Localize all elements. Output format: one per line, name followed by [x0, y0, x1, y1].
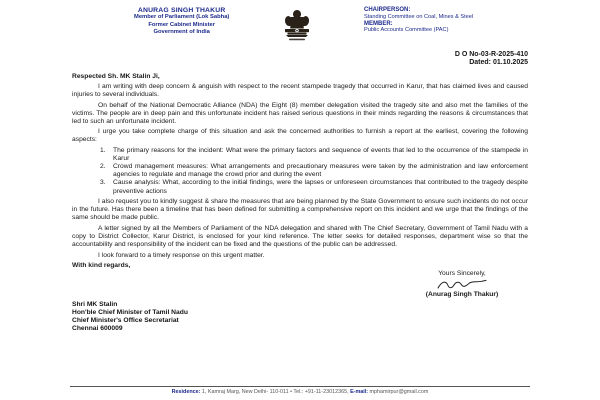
sender-title-3: Government of India	[153, 29, 210, 36]
sender-title-2: Former Cabinet Minister	[148, 21, 216, 28]
role-value-member: Public Accounts Committee (PAC)	[363, 27, 449, 34]
role-value-chairperson: Standing Committee on Coal, Mines & Steel	[363, 13, 474, 20]
footer-residence-label: Residence:	[171, 389, 201, 395]
addressee-title: Hon'ble Chief Minister of Tamil Nadu	[72, 308, 188, 316]
footer-telephone: • Tel.: +91-11-23012365,	[290, 389, 351, 395]
footer-residence: 1, Kamraj Marg, New Delhi- 110-011	[200, 389, 291, 395]
do-number: D O No-03-R-2025-410	[454, 51, 528, 58]
salutation: Respected Sh. MK Stalin Ji,	[72, 72, 160, 80]
list-item	[100, 179, 528, 195]
signatory-name: (Anurag Singh Thakur)	[425, 290, 499, 298]
list-item-text: Crowd management measures: What arrangements and precautionary measures were taken by the administration and law enforcement agencies to regulate and manage the crowd prior and during the event	[113, 163, 528, 179]
paragraph-closing: I look forward to a timely response on this urgent matter.	[98, 251, 265, 259]
letter-date: Dated: 01.10.2025	[469, 59, 528, 67]
list-item-text: The primary reasons for the incident: What were the primary factors and sequence of events that led to the occurrence of the stampede in Karur	[113, 147, 528, 163]
list-item-number: 1.	[100, 147, 106, 155]
signature-icon	[435, 278, 489, 291]
signoff-line: Yours Sincerely,	[438, 269, 486, 277]
addressee-name: Shri MK Stalin	[72, 300, 118, 308]
footer-email: mphamirpur@gmail.com	[368, 389, 429, 395]
paragraph-5: A letter signed by all the Members of Parliament of the NDA delegation and shared with The Chief Secretary, Government of Tamil Nadu with a copy to District Collector, Karur District, is enclosed for your kind reference. The letter seeks for detailed responses, department wise so that the accountability and responsibility of the incident can be fixed and the questions of the public can be addressed.	[72, 224, 528, 249]
letterhead	[72, 7, 528, 47]
role-label-member: MEMBER:	[363, 20, 393, 27]
letter-body	[72, 73, 528, 270]
list-item	[100, 163, 528, 179]
list-item-text: Cause analysis: What, according to the initial findings, were the lapses or unforeseen circumstances that contributed to the tragedy despite preventive actions	[113, 179, 528, 195]
footer-email-label: E-mail:	[350, 389, 369, 395]
addressee-office: Chief Minister's Office Secretariat	[72, 316, 179, 324]
letter-footer	[70, 386, 530, 395]
addressee-block	[72, 301, 528, 333]
roles-block	[364, 7, 492, 34]
role-label-chairperson: CHAIRPERSON:	[363, 7, 411, 13]
sender-block	[134, 7, 229, 37]
paragraph-3: I urge you take complete charge of this situation and ask the concerned authorities to furnish a report at the earliest, covering the following aspects:	[72, 128, 528, 144]
reference-block	[72, 51, 528, 68]
paragraph-4: I also request you to kindly suggest & share the measures that are being planned by the State Government to ensure such incidents do not occur in the future. Has there been a timeline that has been defined for submitting a comprehensive report on this incident and we urge that the findings of the same should be made public.	[72, 198, 528, 222]
signature-block	[402, 270, 522, 299]
sender-title-1: Member of Parliament (Lok Sabha)	[134, 14, 230, 21]
paragraph-1: I am writing with deep concern & anguish with respect to the recent stampede tragedy that occurred in Karur, that has claimed lives and caused injuries to several individuals.	[72, 82, 528, 98]
aspects-list	[100, 147, 528, 196]
sender-name: ANURAG SINGH THAKUR	[137, 7, 226, 14]
list-item-number: 2.	[100, 163, 106, 171]
list-item-number: 3.	[100, 179, 106, 187]
india-national-emblem-icon	[277, 8, 317, 47]
addressee-city: Chennai 600009	[72, 324, 123, 332]
paragraph-2: On behalf of the National Democratic Alliance (NDA) the Eight (8) member delegation visited the tragedy site and also met the families of the victims. The people are in deep pain and this unfortunate incident has raised serious questions in their minds regarding the reasons & circumstances that led to such an unfortunate incident.	[72, 101, 528, 125]
list-item	[100, 147, 528, 163]
regards-line: With kind regards,	[72, 261, 131, 269]
